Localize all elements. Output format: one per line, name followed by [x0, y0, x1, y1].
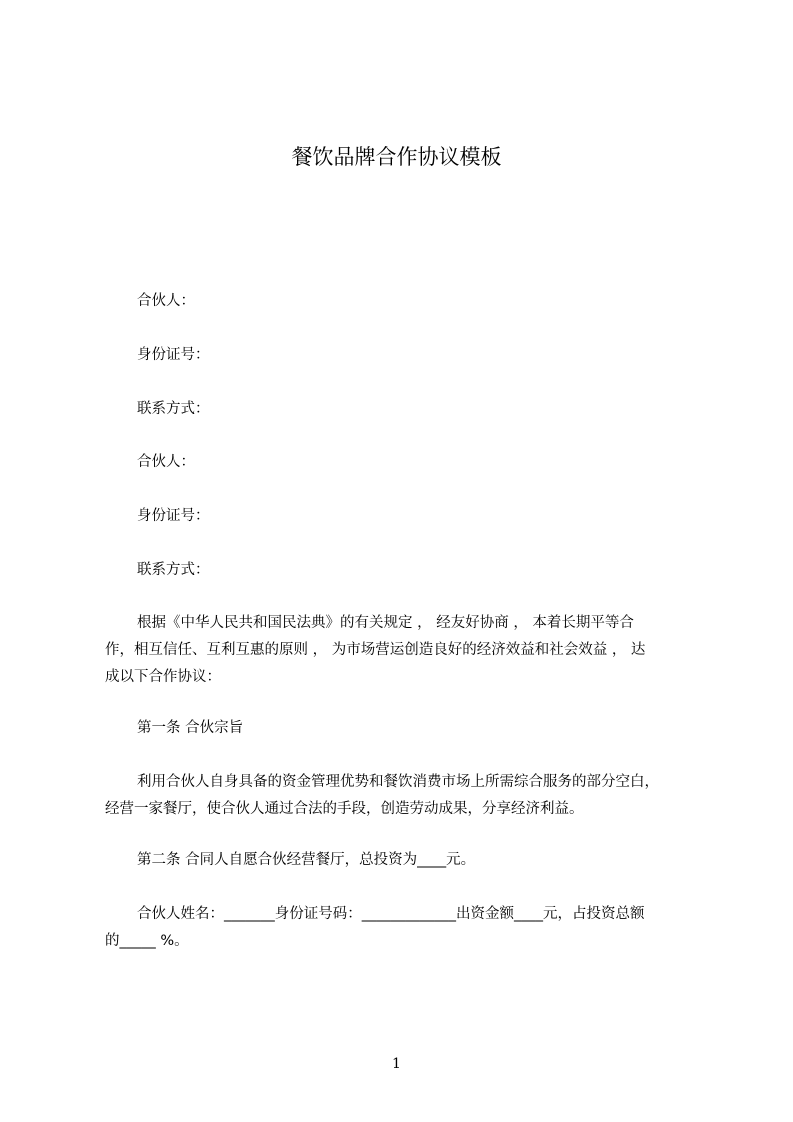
article-1-heading: 第一条 合伙宗旨	[137, 720, 244, 736]
page-number: 1	[392, 1056, 401, 1072]
party-field-id-2: 身份证号：	[137, 508, 210, 524]
article-1-text: 经营一家餐厅，使合伙人通过合法的手段，创造劳动成果，分享经济利益。	[105, 801, 584, 817]
party-field-contact-2: 联系方式：	[137, 562, 210, 578]
preamble-line: 根据《中华人民共和国民法典》的有关规定 ， 经友好协商 ， 本着长期平等合	[137, 615, 634, 631]
party-field-contact-1: 联系方式：	[137, 401, 210, 417]
preamble-line: 作，相互信任、互利互惠的原则 ， 为市场营运创造良好的经济效益和社会效益 ， 达	[105, 642, 646, 658]
party-field-partner-2: 合伙人：	[137, 454, 195, 470]
article-2-heading: 第二条 合同人自愿合伙经营餐厅，总投资为____元。	[137, 852, 476, 868]
party-field-id-1: 身份证号：	[137, 347, 210, 363]
article-1-text: 利用合伙人自身具备的资金管理优势和餐饮消费市场上所需综合服务的部分空白，	[137, 774, 659, 790]
partner-info-line: 合伙人姓名：_______身份证号码：_____________出资金额____元，占投资总额	[137, 906, 645, 922]
document-title: 餐饮品牌合作协议模板	[291, 145, 502, 169]
partner-info-line: 的_____ %。	[105, 933, 189, 949]
preamble-line: 成以下合作协议：	[105, 669, 221, 685]
party-field-partner-1: 合伙人：	[137, 293, 195, 309]
